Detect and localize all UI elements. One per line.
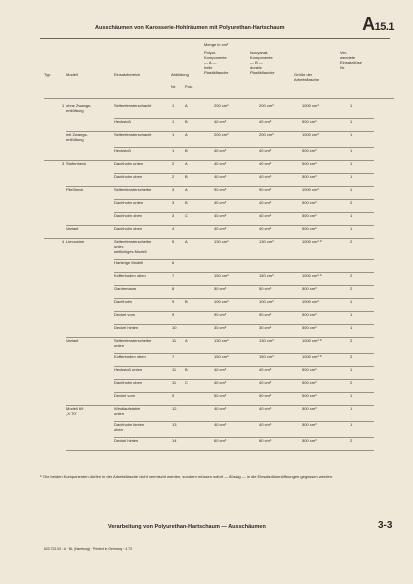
table-cell-nr: 8: [172, 286, 175, 291]
table-cell-d: 1: [350, 213, 353, 218]
table-cell-bereich: Dachholm hinten oben: [114, 422, 145, 432]
table-cell-pos: B: [185, 119, 188, 124]
column-einsatzbereich: Einsatzbereich: [114, 72, 141, 77]
table-cell-d: 1: [350, 393, 353, 398]
column-typ: Typ: [44, 72, 51, 77]
table-cell-a: 40 cm³: [214, 406, 227, 411]
table-cell-g: 500 cm³: [302, 438, 317, 443]
table-cell-pos: A: [185, 161, 188, 166]
table-cell-b: 50 cm³: [259, 393, 272, 398]
table-cell-nr: 13: [172, 422, 177, 427]
table-cell-pos: A: [185, 187, 188, 192]
table-cell-g: 500 cm³: [302, 148, 317, 153]
table-cell-b: 40 cm³: [259, 161, 272, 166]
table-cell-modell: ohne Zwangs- entlüftung: [66, 103, 92, 113]
table-cell-bereich: Dachholm: [114, 299, 133, 304]
table-cell-g: 500 cm³: [302, 380, 317, 385]
table-cell-a: 40 cm³: [214, 213, 227, 218]
table-cell-d: 1: [350, 148, 353, 153]
table-cell-bereich: Seitenfensterschacht: [114, 132, 152, 137]
table-cell-g: 1000 cm³ ¹⁾: [302, 239, 323, 244]
table-cell-modell: Limousine: [66, 239, 85, 244]
table-cell-bereich: Hartzüge Modell: [114, 260, 144, 265]
row-divider: [114, 421, 374, 422]
table-cell-pos: C: [185, 380, 188, 385]
table-cell-bereich: Dachholm oben: [114, 174, 143, 179]
table-cell-b: 150 cm³: [259, 354, 274, 359]
table-cell-a: 40 cm³: [214, 161, 227, 166]
table-cell-b: 130 cm³: [259, 239, 274, 244]
table-cell-a: 150 cm³: [214, 354, 229, 359]
row-divider: [44, 160, 374, 161]
table-cell-d: 1: [350, 103, 353, 108]
table-cell-b: 40 cm³: [259, 367, 272, 372]
table-cell-g: 500 cm³: [302, 226, 317, 231]
table-cell-bereich: Deckel vorn: [114, 393, 136, 398]
table-cell-a: 90 cm³: [214, 312, 227, 317]
table-cell-g: 500 cm³: [302, 213, 317, 218]
table-cell-d: 1: [350, 132, 353, 137]
table-cell-g: 1000 cm³: [302, 187, 319, 192]
column-einsatzduese: Ver- wendete Einsatzdüse Nr.: [340, 50, 362, 70]
table-cell-g: 1000 cm³ ¹⁾: [302, 354, 323, 359]
table-cell-bereich: Kofferboden oben: [114, 354, 146, 359]
table-cell-a: 130 cm³: [214, 239, 229, 244]
table-cell-modell: Variant: [66, 338, 79, 343]
table-cell-nr: 11: [172, 380, 177, 385]
table-cell-b: 40 cm³: [259, 174, 272, 179]
table-cell-b: 200 cm³: [259, 132, 274, 137]
table-cell-d: 1: [350, 367, 353, 372]
table-cell-modell: Fließheck: [66, 187, 84, 192]
table-cell-g: 500 cm³: [302, 422, 317, 427]
table-cell-a: 130 cm³: [214, 338, 229, 343]
table-cell-g: 500 cm³: [302, 161, 317, 166]
table-cell-a: 40 cm³: [214, 200, 227, 205]
table-cell-nr: 7: [172, 354, 175, 359]
table-cell-b: 40 cm³: [259, 119, 272, 124]
row-divider: [114, 366, 374, 367]
table-cell-nr: 1: [172, 103, 175, 108]
table-cell-nr: 2: [172, 161, 175, 166]
table-cell-bereich: Seitenfensterschacht: [114, 103, 152, 108]
table-cell-modell: Variant: [66, 226, 79, 231]
table-cell-bereich: Seitenfensterscheibe unten: [114, 338, 152, 348]
table-cell-b: 90 cm³: [259, 312, 272, 317]
table-cell-pos: B: [185, 200, 188, 205]
table-cell-nr: 9: [172, 299, 175, 304]
table-cell-bereich: Deckel vorn: [114, 312, 136, 317]
table-cell-nr: 4: [172, 226, 175, 231]
table-cell-g: 500 cm³: [302, 312, 317, 317]
table-cell-nr: 2: [172, 174, 175, 179]
section-code: [362, 14, 394, 35]
table-cell-bereich: Dachholm unten: [114, 161, 144, 166]
table-cell-nr: 11: [172, 367, 177, 372]
table-cell-g: 500 cm³: [302, 367, 317, 372]
table-cell-nr: 11: [172, 338, 177, 343]
table-cell-d: 2: [350, 239, 353, 244]
header-divider: [40, 38, 390, 39]
table-cell-a: 40 cm³: [214, 367, 227, 372]
table-cell-nr: 7: [172, 273, 175, 278]
table-cell-nr: 6: [172, 260, 175, 265]
table-cell-nr: 3: [172, 213, 175, 218]
table-cell-d: 2: [350, 273, 353, 278]
column-group-header: Menge in cm³: [204, 42, 229, 47]
table-cell-g: 500 cm³: [302, 119, 317, 124]
table-cell-nr: 3: [172, 200, 175, 205]
row-divider: [114, 379, 374, 380]
row-divider: [114, 311, 374, 312]
table-cell-bereich: Heckstoß: [114, 119, 131, 124]
table-cell-nr: 3: [172, 187, 175, 192]
column-nr: Nr.: [171, 84, 177, 89]
table-cell-b: 200 cm³: [259, 103, 274, 108]
table-cell-bereich: Kofferboden oben: [114, 273, 146, 278]
table-cell-d: 1: [350, 226, 353, 231]
table-cell-b: 100 cm³: [259, 299, 274, 304]
table-cell-modell: Stufenheck: [66, 161, 87, 166]
table-cell-a: 40 cm³: [214, 422, 227, 427]
footer-title: Verarbeitung von Polyurethan-Hartschaum — Ausschäumen: [108, 524, 266, 530]
table-cell-d: 2: [350, 200, 353, 205]
table-cell-a: 200 cm³: [214, 103, 229, 108]
table-cell-typ: 3: [62, 161, 65, 166]
row-divider: [114, 147, 374, 148]
table-cell-a: 30 cm³: [214, 325, 227, 330]
table-cell-b: 40 cm³: [259, 406, 272, 411]
table-cell-typ: 1: [62, 103, 65, 108]
table-cell-b: 50 cm³: [259, 286, 272, 291]
table-cell-a: 200 cm³: [214, 132, 229, 137]
table-cell-d: 1: [350, 119, 353, 124]
table-cell-bereich: Dachholm oben: [114, 226, 143, 231]
row-divider: [114, 259, 374, 260]
column-abbildung: Abbildung: [171, 72, 189, 77]
table-cell-a: 50 cm³: [214, 286, 227, 291]
table-cell-g: 500 cm³: [302, 406, 317, 411]
column-komponente-b: Isocyanat- Komponente — B — dunkle Plastikflasche: [250, 50, 275, 75]
table-cell-g: 1000 cm³: [302, 299, 319, 304]
table-cell-g: 500 cm³: [302, 286, 317, 291]
table-cell-bereich: Heckstoß: [114, 148, 131, 153]
table-cell-bereich: Gardemaum: [114, 286, 137, 291]
table-cell-bereich: Dachholm unten: [114, 200, 144, 205]
table-cell-a: 90 cm³: [214, 187, 227, 192]
table-cell-g: 1000 cm³: [302, 132, 319, 137]
table-cell-g: 500 cm³: [302, 325, 317, 330]
column-arbeitsflasche: Größe der Arbeitsflasche: [294, 72, 320, 82]
page-title: Ausschäumen von Karosserie-Hohlräumen mit Polyurethan-Hartschaum: [95, 25, 285, 31]
table-cell-pos: B: [185, 174, 188, 179]
table-cell-b: 60 cm³: [259, 438, 272, 443]
table-cell-g: 500 cm³: [302, 174, 317, 179]
table-cell-nr: 1: [172, 119, 175, 124]
table-cell-d: 1: [350, 187, 353, 192]
row-divider: [114, 298, 374, 299]
row-divider: [114, 272, 374, 273]
table-cell-nr: 12: [172, 406, 177, 411]
row-divider: [114, 324, 374, 325]
table-cell-nr: 9: [172, 393, 175, 398]
table-cell-g: 1000 cm³ ¹⁾: [302, 273, 323, 278]
table-cell-b: 40 cm³: [259, 213, 272, 218]
header-rule: [44, 98, 394, 99]
table-cell-b: 40 cm³: [259, 380, 272, 385]
table-cell-a: 40 cm³: [214, 174, 227, 179]
table-cell-b: 40 cm³: [259, 226, 272, 231]
table-cell-d: 1: [350, 312, 353, 317]
table-cell-d: 1: [350, 174, 353, 179]
table-cell-pos: A: [185, 338, 188, 343]
table-cell-d: 1: [350, 422, 353, 427]
table-cell-bereich: Deckel hinten: [114, 325, 139, 330]
table-cell-a: 60 cm³: [214, 438, 227, 443]
table-cell-typ: 4: [62, 239, 65, 244]
section-number: 15.1: [374, 21, 394, 33]
table-cell-g: 1000 cm³ ¹⁾: [302, 338, 323, 343]
table-cell-a: 100 cm³: [214, 299, 229, 304]
table-cell-modell: Modell 69 „X 70“: [66, 406, 84, 416]
column-modell: Modell: [66, 72, 78, 77]
table-cell-bereich: Seitenfensterscheibe unter- seitlichiges Modell: [114, 239, 152, 254]
table-cell-nr: 9: [172, 312, 175, 317]
row-divider: [114, 437, 374, 438]
table-cell-modell: mit Zwangs- entlüftung: [66, 132, 88, 142]
row-divider: [114, 118, 374, 119]
row-divider: [114, 212, 374, 213]
table-cell-b: 40 cm³: [259, 148, 272, 153]
table-cell-pos: A: [185, 103, 188, 108]
table-cell-pos: B: [185, 367, 188, 372]
table-cell-d: 2: [350, 286, 353, 291]
table-cell-d: 1: [350, 406, 353, 411]
table-cell-pos: A: [185, 132, 188, 137]
row-divider: [114, 199, 374, 200]
row-divider: [114, 392, 374, 393]
table-cell-bereich: Windlaufstahle unten: [114, 406, 141, 416]
table-cell-pos: C: [185, 213, 188, 218]
table-cell-d: 1: [350, 325, 353, 330]
table-cell-d: 2: [350, 380, 353, 385]
column-komponente-a: Polyol- Komponente — A — helle Plastikflasche: [204, 50, 229, 75]
table-cell-b: 40 cm³: [259, 200, 272, 205]
table-cell-nr: 10: [172, 325, 177, 330]
table-cell-d: 1: [350, 161, 353, 166]
table-cell-nr: 1: [172, 148, 175, 153]
table-cell-d: 1: [350, 299, 353, 304]
row-divider: [44, 238, 374, 239]
row-divider: [66, 450, 374, 451]
table-cell-b: 150 cm³: [259, 273, 274, 278]
table-cell-nr: 5: [172, 239, 175, 244]
table-cell-pos: A: [185, 239, 188, 244]
table-cell-g: 500 cm³: [302, 200, 317, 205]
table-cell-bereich: Heckstoß unten: [114, 367, 143, 372]
table-cell-nr: 14: [172, 438, 177, 443]
table-cell-g: 1000 cm³: [302, 103, 319, 108]
table-cell-d: 2: [350, 338, 353, 343]
section-letter: A: [362, 14, 375, 34]
table-cell-a: 150 cm³: [214, 273, 229, 278]
column-pos: Pos.: [185, 84, 194, 89]
table-cell-g: 500 cm³: [302, 393, 317, 398]
table-cell-d: 2: [350, 438, 353, 443]
row-divider: [114, 285, 374, 286]
table-cell-d: 2: [350, 354, 353, 359]
footnote: ¹⁾ Die beiden Komponenten dürfen in der Arbeitsflasche nicht vermischt werden, sondern müssen sofort — flüssig — in die Einsatzdüsenöffnungen gegossen werden.: [40, 474, 334, 479]
table-cell-nr: 1: [172, 132, 175, 137]
table-cell-b: 40 cm³: [259, 422, 272, 427]
table-cell-pos: B: [185, 148, 188, 153]
print-info: 620.722.03 · A · BL (Hamburg) · Printed in Germany · 4.73: [44, 547, 132, 551]
row-divider: [114, 353, 374, 354]
table-cell-a: 40 cm³: [214, 380, 227, 385]
table-cell-b: 30 cm³: [259, 325, 272, 330]
table-cell-bereich: Seitenfensterscheibe: [114, 187, 152, 192]
table-cell-pos: B: [185, 299, 188, 304]
table-cell-bereich: Dachholm oben: [114, 380, 143, 385]
table-cell-a: 40 cm³: [214, 226, 227, 231]
table-cell-bereich: Dachholm oben: [114, 213, 143, 218]
table-cell-a: 40 cm³: [214, 148, 227, 153]
table-cell-bereich: Deckel hinten: [114, 438, 139, 443]
table-cell-a: 50 cm³: [214, 393, 227, 398]
table-cell-b: 90 cm³: [259, 187, 272, 192]
table-cell-a: 40 cm³: [214, 119, 227, 124]
row-divider: [114, 173, 374, 174]
table-cell-b: 130 cm³: [259, 338, 274, 343]
page-number: 3-3: [378, 520, 393, 531]
page-header: [40, 14, 400, 38]
